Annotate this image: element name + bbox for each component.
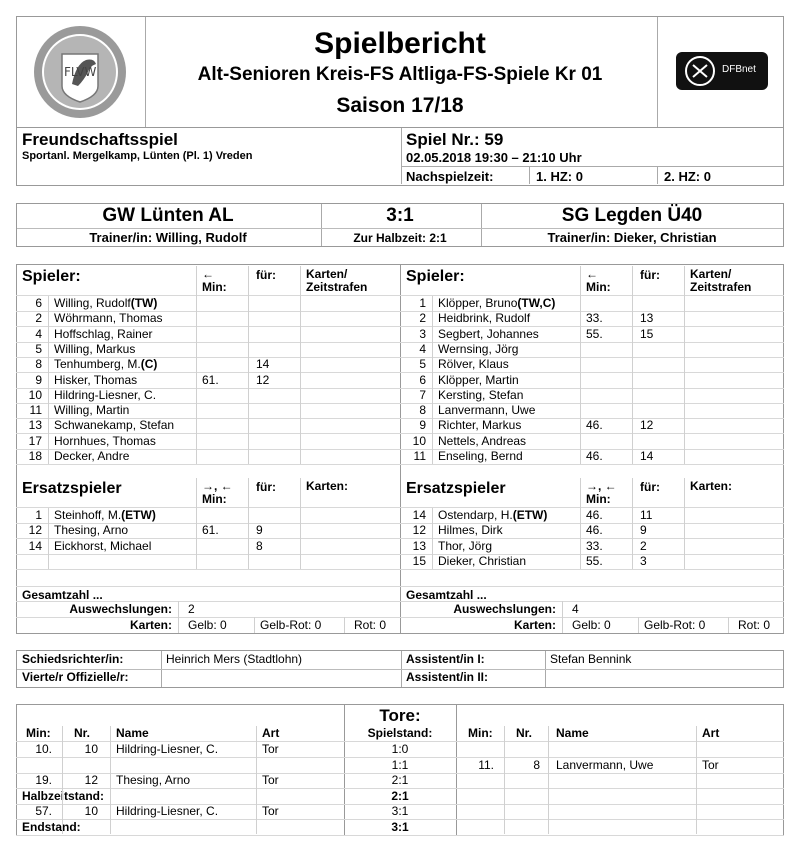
away-sub-for: 9 bbox=[640, 523, 647, 538]
referee-label: Schiedsrichter/in: bbox=[22, 652, 124, 666]
home-player-min-header: ← Min: bbox=[202, 267, 227, 294]
home-sub-heading: Ersatzspieler bbox=[22, 480, 122, 497]
final-result: 3:1 bbox=[386, 205, 414, 226]
goal-score: 2:1 bbox=[391, 773, 409, 788]
goals-heading: Tore: bbox=[379, 706, 421, 725]
home-player-nr: 9 bbox=[35, 372, 42, 387]
page-title: Spielbericht bbox=[314, 27, 486, 60]
away-player-nr: 7 bbox=[419, 387, 426, 402]
player-name: Rölver, Klaus bbox=[438, 357, 509, 372]
home-player-nr: 4 bbox=[35, 326, 42, 341]
away-player-name bbox=[438, 449, 523, 464]
player-name: Tenhumberg, M. bbox=[54, 357, 141, 372]
player-name: Willing, Rudolf bbox=[54, 296, 131, 310]
away-player-nr: 3 bbox=[419, 326, 426, 341]
away-sub-for: 11 bbox=[640, 508, 653, 522]
home-sub-for-header: für: bbox=[256, 480, 276, 494]
away-player-nr: 2 bbox=[419, 311, 426, 326]
goals-col-min: Min: bbox=[26, 726, 51, 740]
away-total-label: Gesamtzahl ... bbox=[406, 588, 487, 602]
away-player-nr: 9 bbox=[419, 418, 426, 433]
away-sub-name bbox=[438, 554, 526, 569]
dfbnet-label: DFBnet bbox=[722, 64, 756, 75]
player-name: Nettels, Andreas bbox=[438, 433, 527, 448]
player-name: Willing, Martin bbox=[54, 403, 130, 418]
player-name: Hisker, Thomas bbox=[54, 372, 138, 387]
home-sub-min: 61. bbox=[202, 523, 219, 538]
away-player-nr: 4 bbox=[419, 341, 426, 356]
halftime-score: 2:1 bbox=[391, 788, 409, 803]
final-score: 3:1 bbox=[391, 820, 409, 834]
away-sub-name bbox=[438, 539, 492, 554]
association-logo bbox=[32, 24, 128, 120]
home-sub-nr: 14 bbox=[28, 538, 42, 553]
goals-col-nr-away: Nr. bbox=[516, 726, 533, 740]
home-team-name: GW Lünten AL bbox=[102, 205, 234, 226]
player-role: (C) bbox=[140, 357, 158, 372]
away-player-name bbox=[438, 357, 509, 372]
away-sub-for: 2 bbox=[640, 538, 647, 553]
home-sub-cards-header: Karten: bbox=[306, 479, 349, 493]
home-player-nr: 8 bbox=[35, 357, 42, 372]
away-subs-label: Auswechslungen: bbox=[453, 602, 556, 616]
home-sub-nr: 12 bbox=[28, 523, 42, 538]
player-name: Steinhoff, M. bbox=[54, 508, 122, 522]
home-player-name bbox=[54, 342, 135, 357]
player-name: Kersting, Stefan bbox=[438, 387, 524, 402]
home-player-nr: 18 bbox=[28, 449, 42, 463]
goal-away-name: Lanvermann, Uwe bbox=[556, 757, 654, 772]
home-player-name bbox=[54, 296, 157, 311]
player-name: Eickhorst, Michael bbox=[54, 538, 152, 553]
goal-score: 1:1 bbox=[391, 757, 409, 772]
away-sub-nr: 14 bbox=[412, 508, 426, 522]
away-sub-for-header: für: bbox=[640, 480, 660, 494]
away-player-cards-header: Karten/ Zeitstrafen bbox=[690, 267, 752, 294]
away-player-name bbox=[438, 403, 535, 418]
away-player-heading: Spieler: bbox=[406, 268, 465, 285]
away-yellowred: Gelb-Rot: 0 bbox=[644, 618, 706, 632]
goal-away-art: Tor bbox=[702, 757, 719, 772]
away-player-for: 14 bbox=[640, 449, 654, 463]
goal-home-nr: 10 bbox=[84, 742, 98, 756]
player-name: Enseling, Bernd bbox=[438, 449, 523, 463]
home-player-name bbox=[54, 403, 129, 418]
player-name: Thor, Jörg bbox=[438, 538, 493, 553]
match-venue: Sportanl. Mergelkamp, Lünten (Pl. 1) Vreden bbox=[22, 150, 253, 162]
player-name: Lanvermann, Uwe bbox=[438, 403, 536, 418]
goal-away-nr: 8 bbox=[533, 757, 540, 772]
home-player-nr: 2 bbox=[35, 311, 42, 326]
goal-home-art: Tor bbox=[262, 742, 279, 756]
home-player-name bbox=[54, 373, 137, 388]
competition-title: Alt-Senioren Kreis-FS Altliga-FS-Spiele Kr 01 bbox=[197, 64, 603, 85]
goals-col-art: Art bbox=[262, 726, 280, 740]
home-player-nr: 6 bbox=[35, 296, 42, 310]
player-name: Hilmes, Dirk bbox=[438, 523, 503, 538]
home-sub-name bbox=[54, 508, 156, 523]
home-player-name bbox=[54, 311, 163, 326]
away-yellow: Gelb: 0 bbox=[572, 618, 611, 632]
home-sub-for: 8 bbox=[256, 538, 263, 553]
home-yellowred: Gelb-Rot: 0 bbox=[260, 618, 322, 632]
match-datetime: 02.05.2018 19:30 – 21:10 Uhr bbox=[406, 150, 582, 165]
home-player-for: 14 bbox=[256, 357, 270, 372]
goals-col-nr: Nr. bbox=[74, 726, 91, 740]
home-player-heading: Spieler: bbox=[22, 268, 81, 285]
home-player-for: 12 bbox=[256, 372, 270, 387]
player-name: Segbert, Johannes bbox=[438, 326, 539, 341]
svg-text:FLVW: FLVW bbox=[64, 65, 97, 79]
home-player-nr: 5 bbox=[35, 341, 42, 356]
player-name: Klöpper, Martin bbox=[438, 372, 519, 387]
home-sub-nr: 1 bbox=[35, 508, 42, 522]
fourth-official-label: Vierte/r Offizielle/r: bbox=[22, 670, 129, 684]
match-type: Freundschaftsspiel bbox=[22, 130, 178, 149]
away-player-name bbox=[438, 388, 523, 403]
home-player-min: 61. bbox=[202, 372, 219, 387]
player-name: Schwanekamp, Stefan bbox=[54, 418, 175, 433]
home-player-nr: 17 bbox=[28, 433, 42, 448]
player-role: (TW,C) bbox=[517, 296, 556, 310]
home-player-nr: 11 bbox=[29, 403, 42, 418]
player-name: Wernsing, Jörg bbox=[438, 341, 519, 356]
away-sub-min: 55. bbox=[586, 553, 603, 568]
home-player-for-header: für: bbox=[256, 268, 276, 282]
goal-score: 1:0 bbox=[391, 742, 409, 756]
goal-home-art: Tor bbox=[262, 773, 279, 788]
home-player-cards-header: Karten/ Zeitstrafen bbox=[306, 267, 368, 294]
home-sub-for: 9 bbox=[256, 523, 263, 538]
away-cards-label: Karten: bbox=[513, 618, 556, 632]
away-player-for-header: für: bbox=[640, 268, 660, 282]
away-trainer: Trainer/in: Dieker, Christian bbox=[547, 230, 717, 245]
player-name: Heidbrink, Rudolf bbox=[438, 311, 531, 326]
away-player-min-header: ← Min: bbox=[586, 267, 611, 294]
away-player-name bbox=[438, 327, 539, 342]
home-player-name bbox=[54, 327, 153, 342]
away-player-name bbox=[438, 434, 526, 449]
away-player-min: 55. bbox=[586, 326, 603, 341]
away-sub-for: 3 bbox=[640, 553, 647, 568]
away-player-name bbox=[438, 296, 555, 311]
goals-col-score: Spielstand: bbox=[367, 726, 433, 740]
away-team-name: SG Legden Ü40 bbox=[561, 205, 703, 226]
away-red: Rot: 0 bbox=[738, 618, 771, 632]
player-name: Dieker, Christian bbox=[438, 553, 527, 568]
away-player-nr: 5 bbox=[419, 357, 426, 372]
goal-away-min: 11. bbox=[478, 757, 494, 772]
assistant2-label: Assistent/in II: bbox=[406, 670, 489, 684]
away-sub-min: 46. bbox=[586, 523, 603, 538]
away-player-for: 15 bbox=[640, 326, 654, 341]
home-subs-count: 2 bbox=[188, 602, 195, 616]
home-subs-label: Auswechslungen: bbox=[69, 602, 172, 616]
away-sub-heading: Ersatzspieler bbox=[406, 480, 506, 497]
goals-col-name-away: Name bbox=[556, 726, 589, 740]
season-title: Saison 17/18 bbox=[336, 94, 464, 117]
away-sub-min-header: →, ← Min: bbox=[586, 479, 617, 506]
home-cards-label: Karten: bbox=[129, 618, 172, 632]
goal-home-nr: 12 bbox=[84, 773, 98, 788]
goal-home-art: Tor bbox=[262, 804, 279, 819]
away-sub-nr: 12 bbox=[412, 523, 426, 538]
player-name: Klöpper, Bruno bbox=[438, 296, 518, 310]
player-role: (TW) bbox=[130, 296, 158, 310]
away-player-nr: 1 bbox=[419, 296, 426, 310]
goal-home-min: 10. bbox=[35, 742, 52, 756]
halftime-label: Halbzeitstand: bbox=[22, 788, 105, 803]
goals-col-name: Name bbox=[116, 726, 149, 740]
home-sub-name bbox=[54, 523, 128, 538]
assistant1-label: Assistent/in I: bbox=[406, 652, 485, 666]
away-player-name bbox=[438, 373, 519, 388]
player-name: Thesing, Arno bbox=[54, 523, 129, 538]
dfbnet-badge bbox=[676, 52, 768, 90]
away-sub-nr: 15 bbox=[412, 553, 426, 568]
goal-home-min: 57. bbox=[35, 804, 52, 819]
away-player-for: 13 bbox=[640, 311, 654, 326]
away-sub-name bbox=[438, 523, 503, 538]
home-player-name bbox=[54, 449, 129, 464]
player-name: Hoffschlag, Rainer bbox=[54, 326, 153, 341]
goals-col-art-away: Art bbox=[702, 726, 720, 740]
away-sub-min: 46. bbox=[586, 508, 603, 522]
final-label: Endstand: bbox=[22, 820, 81, 834]
match-number: Spiel Nr.: 59 bbox=[406, 130, 504, 149]
home-sub-min-header: →, ← Min: bbox=[202, 479, 233, 506]
goal-home-nr: 10 bbox=[84, 804, 98, 819]
home-player-name bbox=[54, 418, 174, 433]
home-player-name bbox=[54, 388, 156, 403]
away-player-name bbox=[438, 342, 518, 357]
home-trainer: Trainer/in: Willing, Rudolf bbox=[89, 230, 247, 245]
player-role: (ETW) bbox=[512, 508, 548, 522]
away-player-name bbox=[438, 311, 530, 326]
home-total-label: Gesamtzahl ... bbox=[22, 588, 103, 602]
officials-box bbox=[16, 650, 784, 688]
overtime-half2: 2. HZ: 0 bbox=[664, 169, 711, 184]
away-subs-count: 4 bbox=[572, 602, 579, 616]
player-role: (ETW) bbox=[121, 508, 156, 522]
goal-home-name: Hildring-Liesner, C. bbox=[116, 742, 219, 756]
home-yellow: Gelb: 0 bbox=[188, 618, 227, 632]
home-player-name bbox=[54, 434, 156, 449]
away-player-nr: 6 bbox=[419, 372, 426, 387]
away-sub-cards-header: Karten: bbox=[690, 479, 733, 493]
away-sub-nr: 13 bbox=[412, 538, 426, 553]
assistant1-name: Stefan Bennink bbox=[550, 652, 632, 666]
away-player-name bbox=[438, 418, 521, 433]
halftime-result: Zur Halbzeit: 2:1 bbox=[353, 231, 447, 245]
away-player-min: 46. bbox=[586, 418, 603, 433]
goal-home-min: 19. bbox=[35, 773, 52, 788]
away-player-nr: 10 bbox=[412, 433, 426, 448]
player-name: Willing, Markus bbox=[54, 341, 136, 356]
goal-home-name: Thesing, Arno bbox=[116, 773, 191, 788]
home-player-nr: 10 bbox=[28, 387, 42, 402]
goal-home-name: Hildring-Liesner, C. bbox=[116, 804, 219, 819]
referee-name: Heinrich Mers (Stadtlohn) bbox=[166, 652, 303, 666]
goal-score: 3:1 bbox=[391, 804, 409, 819]
away-player-min: 46. bbox=[586, 449, 603, 463]
away-player-for: 12 bbox=[640, 418, 654, 433]
player-name: Ostendarp, H. bbox=[438, 508, 513, 522]
home-red: Rot: 0 bbox=[354, 618, 387, 632]
home-player-nr: 13 bbox=[28, 418, 42, 433]
overtime-half1: 1. HZ: 0 bbox=[536, 169, 583, 184]
overtime-label: Nachspielzeit: bbox=[406, 169, 494, 184]
player-name: Richter, Markus bbox=[438, 418, 522, 433]
away-player-min: 33. bbox=[586, 311, 603, 326]
away-sub-name bbox=[438, 508, 547, 523]
away-player-nr: 11 bbox=[413, 449, 426, 463]
player-name: Decker, Andre bbox=[54, 449, 130, 463]
player-name: Hildring-Liesner, C. bbox=[54, 387, 157, 402]
player-name: Hornhues, Thomas bbox=[54, 433, 156, 448]
home-player-name bbox=[54, 357, 157, 372]
player-name: Wöhrmann, Thomas bbox=[54, 311, 163, 326]
away-sub-min: 33. bbox=[586, 538, 603, 553]
away-player-nr: 8 bbox=[419, 403, 426, 418]
goals-col-min-away: Min: bbox=[468, 726, 493, 740]
home-sub-name bbox=[54, 539, 151, 554]
